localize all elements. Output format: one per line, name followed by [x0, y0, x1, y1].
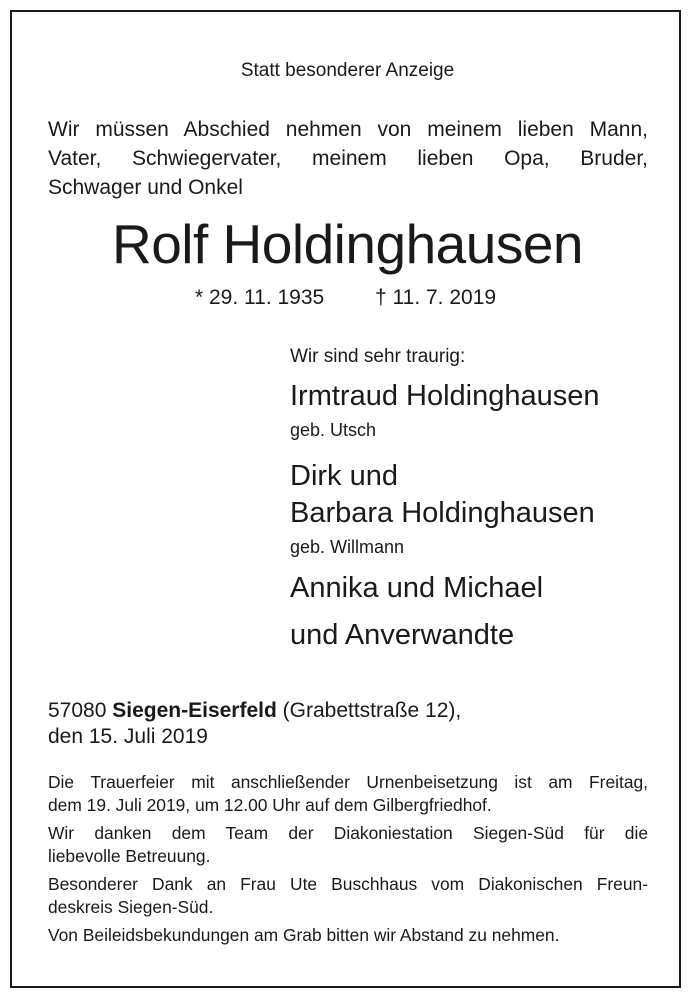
intro-line: Schwager und Onkel	[48, 176, 243, 199]
date-line: den 15. Juli 2019	[48, 725, 208, 748]
mourner-nee: geb. Utsch	[290, 420, 377, 440]
birth-date: * 29. 11. 1935	[195, 286, 325, 309]
mourner-name: Barbara Holdinghausen	[290, 497, 595, 529]
street-address: (Grabettstraße 12),	[282, 699, 462, 722]
city: Siegen-Eiserfeld	[112, 699, 277, 722]
funeral-notice: Die Trauerfeier mit anschließender Urnenbeisetzung ist am Freitag, dem 19. Juli 2019, um 12.00 Uhr auf dem Gilbergfriedhof.	[48, 772, 648, 815]
obituary-frame	[10, 10, 681, 988]
notes	[48, 771, 648, 952]
address-line	[48, 698, 648, 724]
postal-code: 57080	[48, 699, 107, 722]
intro-line: Vater, Schwiegervater, meinem lieben Opa, Bruder,	[48, 147, 648, 170]
intro-line: Wir müssen Abschied nehmen von meinem lieben Mann,	[48, 118, 648, 141]
place-and-date	[48, 698, 648, 750]
condolence-request: Von Beileidsbekundungen am Grab bitten wir Abstand zu nehmen.	[48, 925, 560, 945]
header-notice: Statt besonderer Anzeige	[240, 60, 455, 81]
intro-text	[48, 115, 648, 202]
mourner-name: und Anverwandte	[290, 619, 515, 651]
mourners-intro: Wir sind sehr traurig:	[290, 346, 466, 367]
thanks-notice: Wir danken dem Team der Diakoniestation Siegen-Süd für die liebevolle Betreuung.	[48, 823, 648, 866]
mourner-name: Dirk und	[290, 460, 398, 492]
death-date: † 11. 7. 2019	[375, 286, 497, 309]
special-thanks: Besonderer Dank an Frau Ute Buschhaus vom Diakonischen Freun- deskreis Siegen-Süd.	[48, 874, 648, 917]
deceased-name: Rolf Holdinghausen	[111, 213, 584, 275]
mourner-name: Irmtraud Holdinghausen	[290, 380, 600, 412]
mourner-nee: geb. Willmann	[290, 537, 405, 557]
mourner-name: Annika und Michael	[290, 572, 544, 604]
